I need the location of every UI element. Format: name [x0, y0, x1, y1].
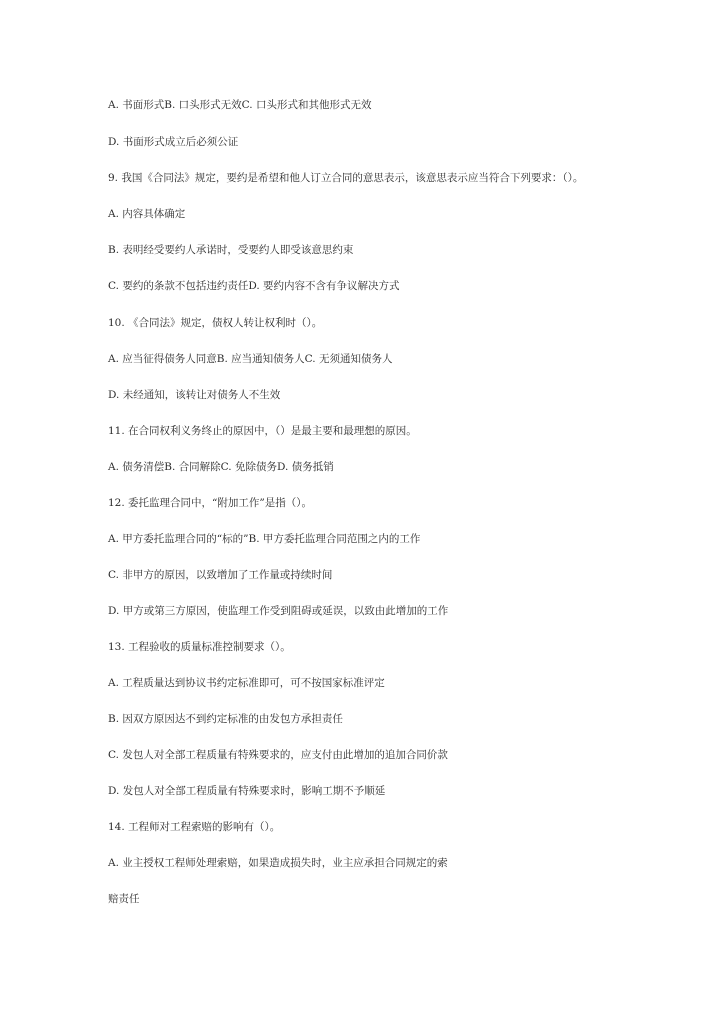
option-line-13a: A. 工程质量达到协议书约定标准即可，可不按国家标准评定: [108, 677, 385, 689]
option-line-12a: A. 甲方委托监理合同的“标的”B. 甲方委托监理合同范围之内的工作: [108, 533, 421, 545]
question-12: 12. 委托监理合同中，“附加工作”是指（）。: [108, 497, 313, 509]
option-line-8a: A. 书面形式B. 口头形式无效C. 口头形式和其他形式无效: [108, 99, 372, 111]
question-9: 9. 我国《合同法》规定，要约是希望和他人订立合同的意思表示，该意思表示应当符合下列要求：（）。: [108, 172, 584, 184]
option-line-9b: B. 表明经受要约人承诺时，受要约人即受该意思约束: [108, 244, 354, 256]
option-line-9a: A. 内容具体确定: [108, 208, 186, 220]
option-line-10d: D. 未经通知，该转让对债务人不生效: [108, 389, 281, 401]
option-line-13c: C. 发包人对全部工程质量有特殊要求的，应支付由此增加的追加合同价款: [108, 749, 448, 761]
option-line-12d: D. 甲方或第三方原因，使监理工作受到阻碍或延误，以致由此增加的工作: [108, 605, 449, 617]
question-13: 13. 工程验收的质量标准控制要求（）。: [108, 641, 291, 653]
option-line-8d: D. 书面形式成立后必须公证: [108, 136, 239, 148]
question-11: 11. 在合同权利义务终止的原因中，（）是最主要和最理想的原因。: [108, 425, 417, 437]
option-line-14a-continued: 赔责任: [108, 893, 140, 905]
question-10: 10. 《合同法》规定，债权人转让权利时（）。: [108, 317, 323, 329]
option-line-11a: A. 债务清偿B. 合同解除C. 免除债务D. 债务抵销: [108, 461, 334, 473]
option-line-14a: A. 业主授权工程师处理索赔，如果造成损失时，业主应承担合同规定的索: [108, 857, 448, 869]
option-line-13b: B. 因双方原因达不到约定标准的由发包方承担责任: [108, 713, 343, 725]
option-line-9c: C. 要约的条款不包括违约责任D. 要约内容不含有争议解决方式: [108, 280, 400, 292]
option-line-13d: D. 发包人对全部工程质量有特殊要求时，影响工期不予顺延: [108, 785, 386, 797]
option-line-12c: C. 非甲方的原因，以致增加了工作量或持续时间: [108, 569, 333, 581]
option-line-10a: A. 应当征得债务人同意B. 应当通知债务人C. 无须通知债务人: [108, 353, 393, 365]
question-14: 14. 工程师对工程索赔的影响有（）。: [108, 821, 281, 833]
